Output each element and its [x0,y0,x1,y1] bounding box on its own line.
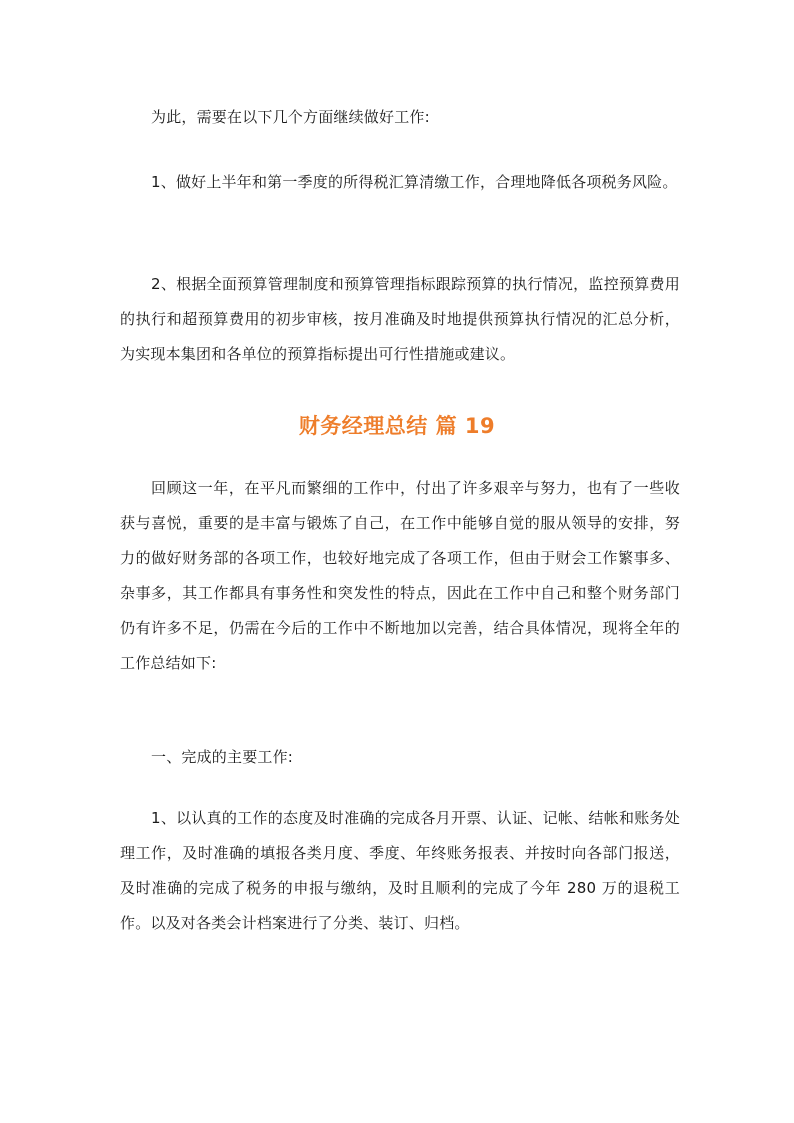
paragraph-item-2: 2、根据全面预算管理制度和预算管理指标跟踪预算的执行情况，监控预算费用的执行和超预算费用的初步审核，按月准确及时地提供预算执行情况的汇总分析，为实现本集团和各单位的预算指标提出可行性措施或建议。 [120,275,680,363]
paragraph-intro: 为此，需要在以下几个方面继续做好工作: [151,108,430,126]
paragraph-review: 回顾这一年，在平凡而繁细的工作中，付出了许多艰辛与努力，也有了一些收获与喜悦，重要的是丰富与锻炼了自己，在工作中能够自觉的服从领导的安排，努力的做好财务部的各项工作，也较好地完成了各项工作，但由于财会工作繁事多、杂事多，其工作都具有事务性和突发性的特点，因此在工作中自己和整个财务部门仍有许多不足，仍需在今后的工作中不断地加以完善，结合具体情况，现将全年的工作总结如下: [120,479,680,672]
section-heading: 财务经理总结 篇 19 [298,414,496,438]
paragraph-work-item-1: 1、以认真的工作的态度及时准确的完成各月开票、认证、记帐、结帐和账务处理工作，及时准确的填报各类月度、季度、年终账务报表、并按时向各部门报送，及时准确的完成了税务的申报与缴纳，及时且顺利的完成了今年 280 万的退税工作。以及对各类会计档案进行了分类、装订、归档。 [120,809,680,932]
paragraph-item-1: 1、做好上半年和第一季度的所得税汇算清缴工作，合理地降低各项税务风险。 [151,173,678,191]
paragraph-subheading: 一、完成的主要工作: [151,748,294,766]
